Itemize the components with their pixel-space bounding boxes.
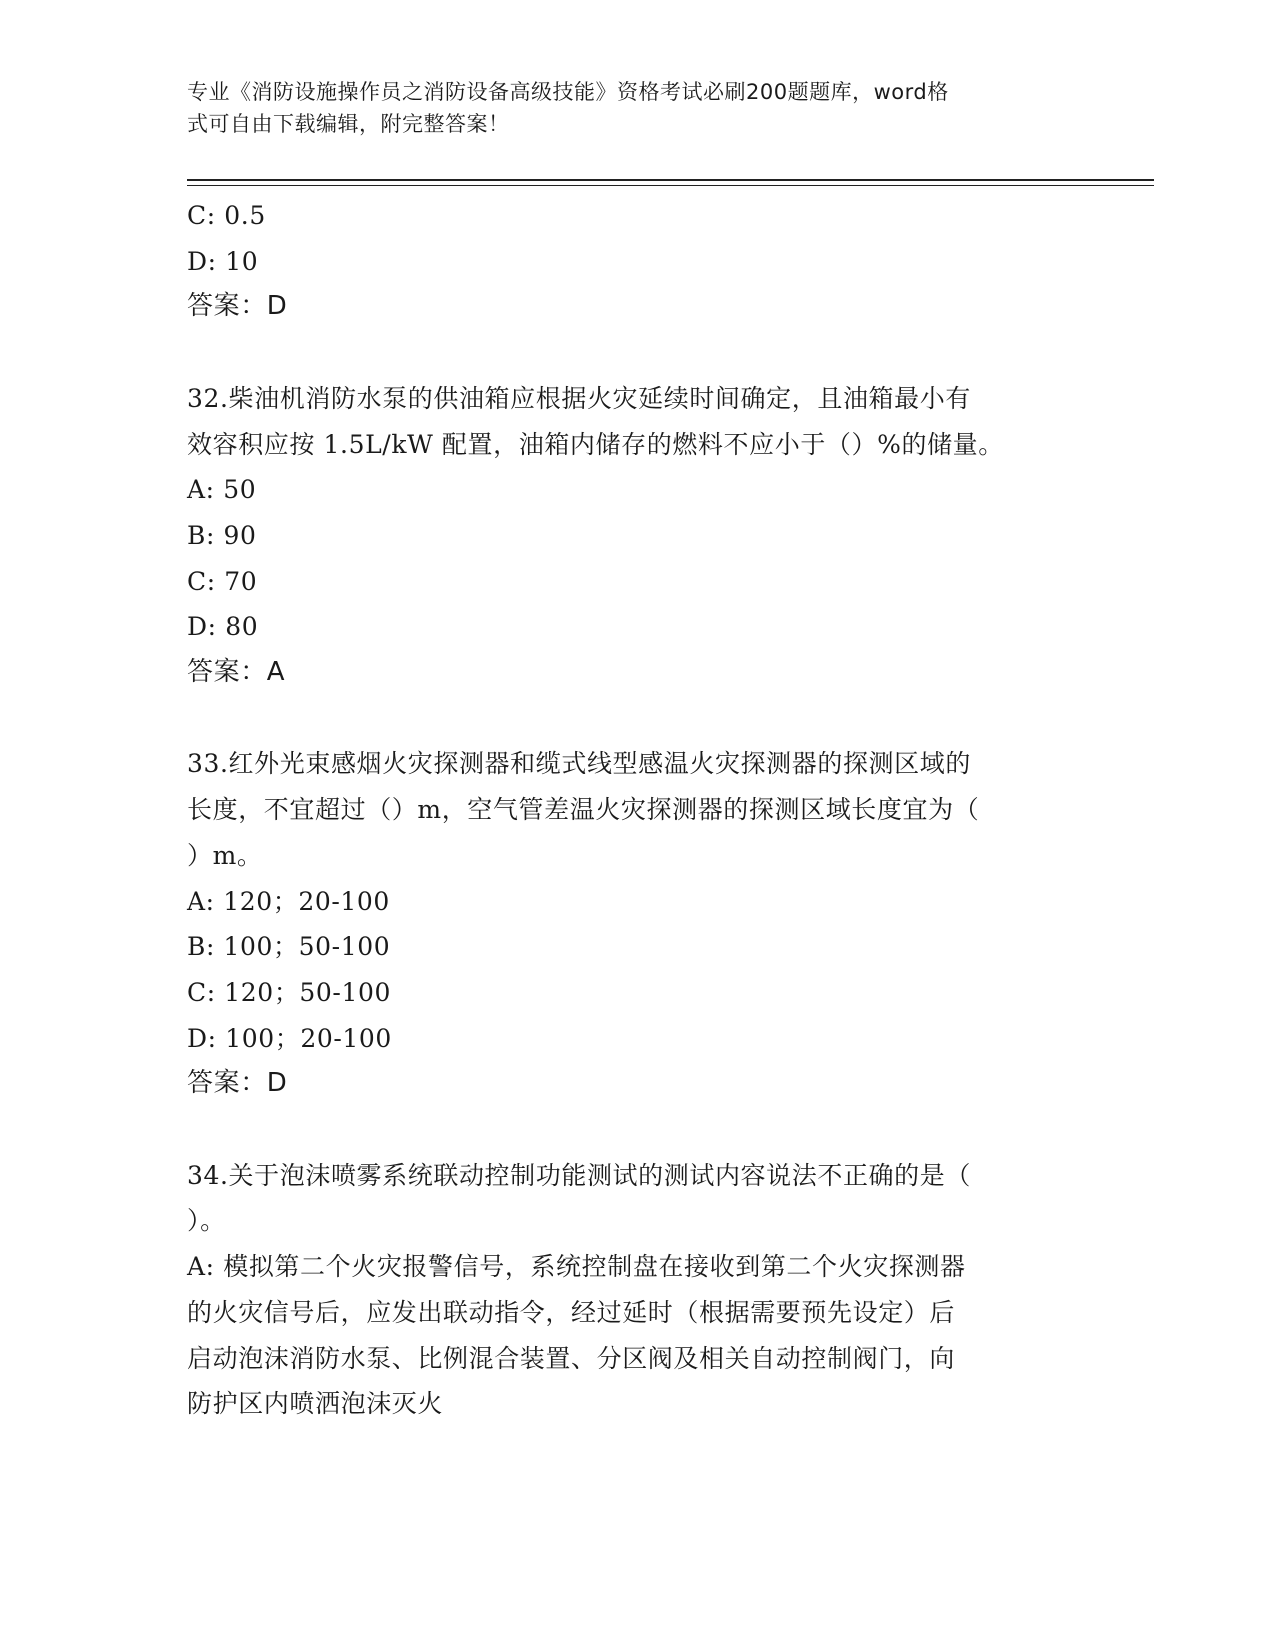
option-c: C: 70 bbox=[187, 566, 258, 596]
option-a-line: 的火灾信号后，应发出联动指令，经过延时（根据需要预先设定）后 bbox=[187, 1297, 956, 1327]
document-header bbox=[187, 76, 1067, 140]
option-a: A: 50 bbox=[187, 475, 257, 505]
question-stem-line: 长度，不宜超过（）m，空气管差温火灾探测器的探测区域长度宜为（ bbox=[187, 795, 980, 825]
answer-line: 答案：D bbox=[187, 1068, 288, 1099]
option-a-line: A: 模拟第二个火灾报警信号，系统控制盘在接收到第二个火灾探测器 bbox=[187, 1252, 966, 1282]
option-a: A: 120；20-100 bbox=[187, 886, 390, 916]
question-stem-line: 32.柴油机消防水泵的供油箱应根据火灾延续时间确定，且油箱最小有 bbox=[187, 383, 971, 413]
prev-question bbox=[187, 193, 1077, 330]
option-b: B: 100；50-100 bbox=[187, 932, 391, 962]
header-line-2: 式可自由下载编辑，附完整答案！ bbox=[187, 112, 510, 136]
option-a-line: 启动泡沫消防水泵、比例混合装置、分区阀及相关自动控制阀门，向 bbox=[187, 1343, 956, 1373]
question-stem-line: ）。 bbox=[187, 1206, 226, 1236]
question-32 bbox=[187, 376, 1077, 696]
question-34 bbox=[187, 1153, 1077, 1427]
answer-line: 答案：D bbox=[187, 291, 288, 322]
header-rule-thick bbox=[187, 179, 1154, 181]
header-rule-thin bbox=[187, 185, 1154, 186]
option-d: D: 10 bbox=[187, 246, 259, 276]
document-body bbox=[187, 193, 1077, 1427]
option-c: C: 0.5 bbox=[187, 201, 266, 230]
option-b: B: 90 bbox=[187, 520, 257, 550]
question-stem-line: 33.红外光束感烟火灾探测器和缆式线型感温火灾探测器的探测区域的 bbox=[187, 749, 971, 779]
option-c: C: 120；50-100 bbox=[187, 977, 391, 1007]
answer-line: 答案：A bbox=[187, 657, 286, 688]
option-d: D: 100；20-100 bbox=[187, 1023, 392, 1053]
question-33 bbox=[187, 741, 1077, 1107]
question-stem-line: 效容积应按 1.5L/kW 配置，油箱内储存的燃料不应小于（）%的储量。 bbox=[187, 429, 1004, 459]
question-stem-line: 34.关于泡沫喷雾系统联动控制功能测试的测试内容说法不正确的是（ bbox=[187, 1160, 971, 1190]
question-stem-line: ）m。 bbox=[187, 840, 263, 870]
header-line-1: 专业《消防设施操作员之消防设备高级技能》资格考试必刷200题题库，word格 bbox=[187, 80, 949, 104]
option-d: D: 80 bbox=[187, 612, 259, 642]
option-a-line: 防护区内喷洒泡沫灭火 bbox=[187, 1389, 444, 1419]
